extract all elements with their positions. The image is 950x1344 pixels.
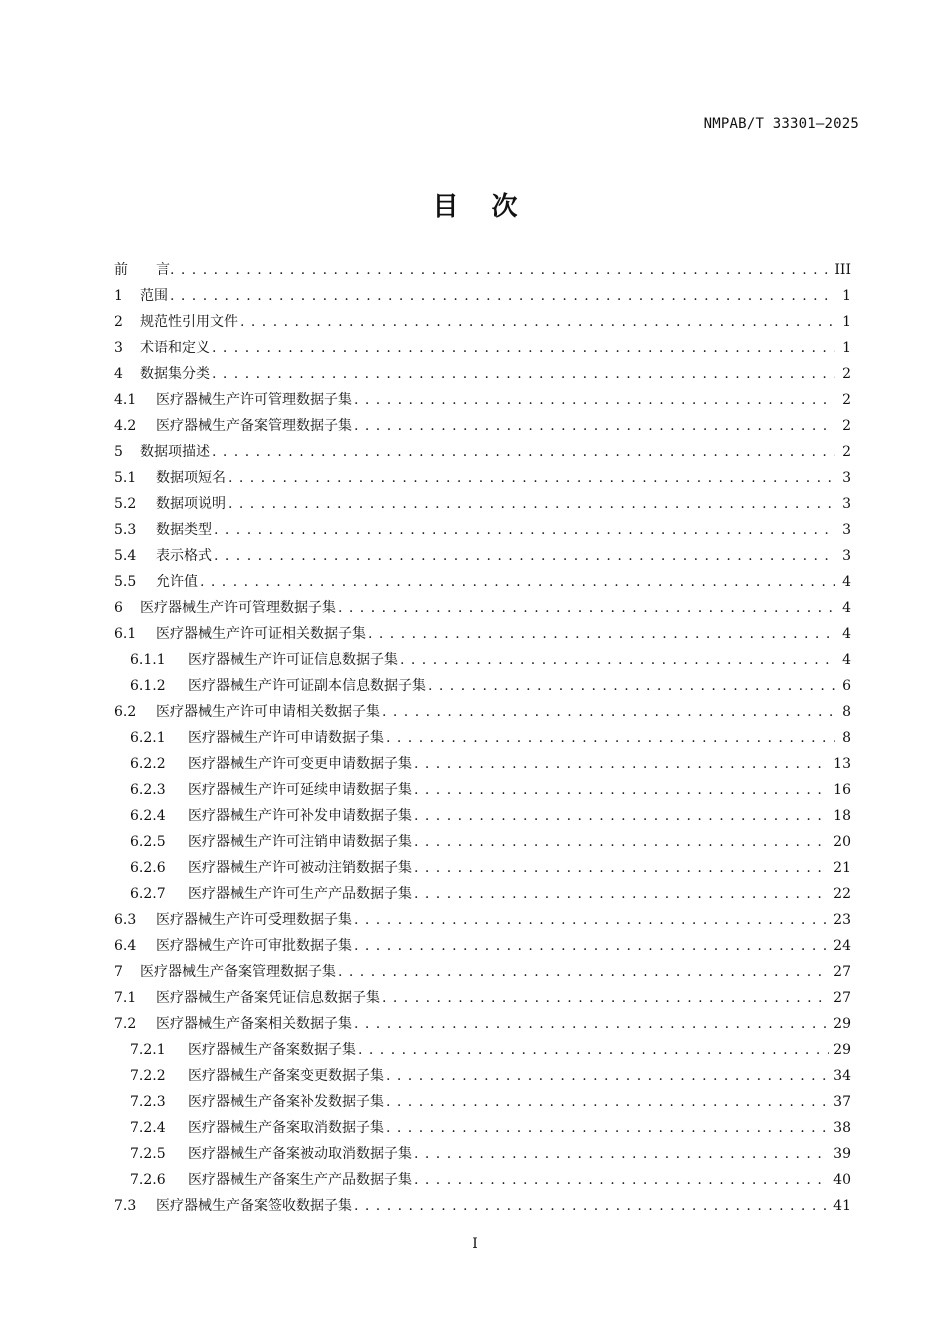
toc-entry-label: 医疗器械生产许可申请数据子集 — [188, 730, 384, 746]
toc-entry[interactable] — [114, 309, 851, 335]
dot-leader — [240, 309, 835, 335]
toc-entry[interactable] — [114, 1167, 851, 1193]
toc-entry[interactable] — [114, 803, 851, 829]
toc-entry[interactable] — [114, 751, 851, 777]
dot-leader — [414, 777, 829, 803]
toc-entry-label: 医疗器械生产许可注销申请数据子集 — [188, 834, 412, 850]
toc-entry-label: 数据类型 — [156, 522, 212, 538]
dot-leader — [358, 1037, 829, 1063]
toc-entry[interactable] — [114, 985, 851, 1011]
toc-entry-number: 6.2.7 — [130, 886, 166, 902]
toc-entry-label: 医疗器械生产备案管理数据子集 — [156, 418, 352, 434]
toc-entry-label: 医疗器械生产备案签收数据子集 — [156, 1198, 352, 1214]
toc-entry-page: 4 — [842, 574, 851, 590]
dot-leader — [228, 491, 835, 517]
toc-entry-number: 7.1 — [114, 990, 137, 1006]
toc-entry-page: 2 — [842, 392, 851, 408]
table-of-contents — [114, 257, 851, 1219]
dot-leader — [386, 725, 835, 751]
toc-entry-page: 1 — [842, 314, 851, 330]
dot-leader — [212, 361, 835, 387]
toc-entry-label: 规范性引用文件 — [140, 314, 238, 330]
toc-entry[interactable] — [114, 543, 851, 569]
toc-entry-label: 允许值 — [156, 574, 198, 590]
toc-entry-number: 5.2 — [114, 496, 137, 512]
toc-entry[interactable] — [114, 673, 851, 699]
toc-entry-page: 39 — [833, 1146, 851, 1162]
dot-leader — [386, 1115, 829, 1141]
toc-entry-label: 医疗器械生产许可延续申请数据子集 — [188, 782, 412, 798]
toc-entry-page: 41 — [833, 1198, 851, 1214]
toc-entry-page: 24 — [833, 938, 851, 954]
toc-entry-label: 医疗器械生产许可证相关数据子集 — [156, 626, 366, 642]
toc-entry-label: 数据项描述 — [140, 444, 210, 460]
toc-entry-number: 6.3 — [114, 912, 137, 928]
dot-leader — [338, 959, 829, 985]
toc-entry[interactable] — [114, 647, 851, 673]
toc-entry[interactable] — [114, 283, 851, 309]
toc-entry[interactable] — [114, 1115, 851, 1141]
toc-entry[interactable] — [114, 1141, 851, 1167]
toc-entry-number: 6.1.1 — [130, 652, 166, 668]
toc-entry-page: 2 — [842, 366, 851, 382]
dot-leader — [368, 621, 835, 647]
toc-entry[interactable] — [114, 387, 851, 413]
toc-entry[interactable] — [114, 517, 851, 543]
toc-entry-label: 医疗器械生产许可生产产品数据子集 — [188, 886, 412, 902]
dot-leader — [414, 881, 829, 907]
dot-leader — [414, 751, 829, 777]
toc-entry-number: 7.2.3 — [130, 1094, 166, 1110]
toc-entry-number: 6 — [114, 600, 123, 616]
toc-entry-page: 34 — [833, 1068, 851, 1084]
dot-leader — [212, 439, 835, 465]
toc-entry-label: 数据项短名 — [156, 470, 226, 486]
dot-leader — [354, 907, 829, 933]
toc-entry-label: 医疗器械生产备案被动取消数据子集 — [188, 1146, 412, 1162]
toc-entry-number: 1 — [114, 288, 123, 304]
toc-entry-page: 16 — [833, 782, 851, 798]
dot-leader — [214, 543, 835, 569]
toc-entry[interactable] — [114, 1011, 851, 1037]
toc-entry-number: 5.4 — [114, 548, 137, 564]
toc-entry-page: 4 — [842, 600, 851, 616]
toc-entry-page: 22 — [833, 886, 851, 902]
dot-leader — [400, 647, 835, 673]
toc-entry-label: 医疗器械生产备案管理数据子集 — [140, 964, 336, 980]
toc-entry-label: 医疗器械生产许可变更申请数据子集 — [188, 756, 412, 772]
toc-entry-page: 27 — [833, 990, 851, 1006]
toc-entry-page: 2 — [842, 418, 851, 434]
toc-entry-number: 3 — [114, 340, 123, 356]
toc-entry-number: 6.2.6 — [130, 860, 166, 876]
toc-entry-label: 数据集分类 — [140, 366, 210, 382]
toc-entry-label: 医疗器械生产许可补发申请数据子集 — [188, 808, 412, 824]
toc-entry-page: 1 — [842, 340, 851, 356]
dot-leader — [428, 673, 835, 699]
toc-entry-number: 6.1.2 — [130, 678, 166, 694]
toc-entry-label: 医疗器械生产备案生产产品数据子集 — [188, 1172, 412, 1188]
toc-entry[interactable] — [114, 413, 851, 439]
toc-entry-label: 医疗器械生产许可申请相关数据子集 — [156, 704, 380, 720]
toc-entry-number: 4.2 — [114, 418, 137, 434]
toc-entry[interactable] — [114, 595, 851, 621]
toc-entry-number: 7.2.4 — [130, 1120, 166, 1136]
dot-leader — [354, 933, 829, 959]
toc-entry-number: 5 — [114, 444, 123, 460]
toc-entry-page: 21 — [833, 860, 851, 876]
toc-entry[interactable] — [114, 257, 851, 283]
toc-entry[interactable] — [114, 1037, 851, 1063]
toc-entry-number: 4 — [114, 366, 123, 382]
toc-entry-page: 27 — [833, 964, 851, 980]
toc-entry[interactable] — [114, 1063, 851, 1089]
toc-entry-page: 3 — [842, 548, 851, 564]
toc-entry-number: 7.2.2 — [130, 1068, 166, 1084]
toc-entry[interactable] — [114, 439, 851, 465]
toc-entry[interactable] — [114, 621, 851, 647]
page-number: I — [472, 1236, 478, 1252]
dot-leader — [214, 517, 835, 543]
toc-entry-label: 医疗器械生产备案变更数据子集 — [188, 1068, 384, 1084]
toc-entry-number: 7.2 — [114, 1016, 137, 1032]
dot-leader — [212, 335, 835, 361]
toc-entry-number: 6.4 — [114, 938, 137, 954]
toc-entry-page: 8 — [842, 730, 851, 746]
dot-leader — [228, 465, 835, 491]
toc-entry-page: 13 — [833, 756, 851, 772]
toc-entry-label: 医疗器械生产备案数据子集 — [188, 1042, 356, 1058]
toc-entry-number: 6.2 — [114, 704, 137, 720]
dot-leader — [382, 985, 829, 1011]
toc-entry-number: 7.3 — [114, 1198, 137, 1214]
dot-leader — [382, 699, 835, 725]
toc-entry-number: 6.2.1 — [130, 730, 166, 746]
dot-leader — [338, 595, 835, 621]
dot-leader — [354, 1011, 829, 1037]
toc-entry[interactable] — [114, 829, 851, 855]
dot-leader — [414, 1167, 829, 1193]
toc-entry-page: 6 — [842, 678, 851, 694]
page-title: 目 次 — [432, 192, 530, 222]
toc-entry[interactable] — [114, 881, 851, 907]
toc-entry-label: 医疗器械生产备案补发数据子集 — [188, 1094, 384, 1110]
toc-entry[interactable] — [114, 725, 851, 751]
dot-leader — [386, 1089, 829, 1115]
toc-entry-page: III — [834, 262, 851, 278]
toc-entry-page: 3 — [842, 496, 851, 512]
toc-entry-number: 6.1 — [114, 626, 137, 642]
toc-entry[interactable] — [114, 933, 851, 959]
dot-leader — [354, 387, 835, 413]
toc-entry[interactable] — [114, 1193, 851, 1219]
toc-entry-page: 4 — [842, 626, 851, 642]
dot-leader — [354, 413, 835, 439]
toc-entry-page: 23 — [833, 912, 851, 928]
toc-entry-page: 3 — [842, 470, 851, 486]
toc-entry-label: 术语和定义 — [140, 340, 210, 356]
toc-entry-label: 医疗器械生产许可被动注销数据子集 — [188, 860, 412, 876]
toc-entry-number: 5.5 — [114, 574, 137, 590]
toc-entry-page: 8 — [842, 704, 851, 720]
toc-entry-label: 医疗器械生产许可审批数据子集 — [156, 938, 352, 954]
toc-entry-label: 医疗器械生产备案取消数据子集 — [188, 1120, 384, 1136]
toc-entry-page: 4 — [842, 652, 851, 668]
toc-entry-label: 医疗器械生产许可证副本信息数据子集 — [188, 678, 426, 694]
toc-entry-number: 6.2.4 — [130, 808, 166, 824]
toc-entry-number: 4.1 — [114, 392, 137, 408]
toc-entry-label: 医疗器械生产许可证信息数据子集 — [188, 652, 398, 668]
dot-leader — [414, 1141, 829, 1167]
toc-entry-page: 38 — [833, 1120, 851, 1136]
toc-entry-page: 3 — [842, 522, 851, 538]
toc-entry-label: 范围 — [140, 288, 168, 304]
toc-entry-label: 表示格式 — [156, 548, 212, 564]
dot-leader — [386, 1063, 829, 1089]
toc-entry-number: 2 — [114, 314, 123, 330]
toc-entry[interactable] — [114, 699, 851, 725]
toc-entry-label: 医疗器械生产备案凭证信息数据子集 — [156, 990, 380, 1006]
toc-entry-number: 7.2.6 — [130, 1172, 166, 1188]
toc-entry-page: 20 — [833, 834, 851, 850]
dot-leader — [414, 829, 829, 855]
toc-entry-page: 29 — [833, 1016, 851, 1032]
toc-entry[interactable] — [114, 361, 851, 387]
toc-entry[interactable] — [114, 465, 851, 491]
toc-entry-number: 6.2.5 — [130, 834, 166, 850]
toc-entry-label: 数据项说明 — [156, 496, 226, 512]
toc-entry[interactable] — [114, 491, 851, 517]
dot-leader — [200, 569, 835, 595]
toc-entry-label: 医疗器械生产许可管理数据子集 — [156, 392, 352, 408]
toc-entry-number: 5.3 — [114, 522, 137, 538]
document-code: NMPAB/T 33301—2025 — [703, 116, 859, 132]
toc-entry-number: 6.2.2 — [130, 756, 166, 772]
toc-entry[interactable] — [114, 1089, 851, 1115]
toc-entry-page: 29 — [833, 1042, 851, 1058]
toc-entry[interactable] — [114, 569, 851, 595]
toc-entry-number: 5.1 — [114, 470, 137, 486]
toc-entry[interactable] — [114, 907, 851, 933]
dot-leader — [170, 257, 830, 283]
toc-entry-page: 18 — [833, 808, 851, 824]
dot-leader — [354, 1193, 829, 1219]
toc-entry-page: 37 — [833, 1094, 851, 1110]
toc-entry-page: 40 — [833, 1172, 851, 1188]
dot-leader — [170, 283, 835, 309]
toc-entry-number: 7.2.1 — [130, 1042, 166, 1058]
toc-entry-number: 7.2.5 — [130, 1146, 166, 1162]
toc-entry-number: 7 — [114, 964, 123, 980]
toc-entry-number: 前 言 — [114, 262, 170, 278]
toc-entry[interactable] — [114, 335, 851, 361]
dot-leader — [414, 803, 829, 829]
toc-entry-page: 2 — [842, 444, 851, 460]
toc-entry[interactable] — [114, 855, 851, 881]
toc-entry[interactable] — [114, 959, 851, 985]
toc-entry[interactable] — [114, 777, 851, 803]
toc-entry-label: 医疗器械生产许可受理数据子集 — [156, 912, 352, 928]
toc-entry-page: 1 — [842, 288, 851, 304]
dot-leader — [414, 855, 829, 881]
toc-entry-label: 医疗器械生产许可管理数据子集 — [140, 600, 336, 616]
toc-entry-label: 医疗器械生产备案相关数据子集 — [156, 1016, 352, 1032]
toc-entry-number: 6.2.3 — [130, 782, 166, 798]
